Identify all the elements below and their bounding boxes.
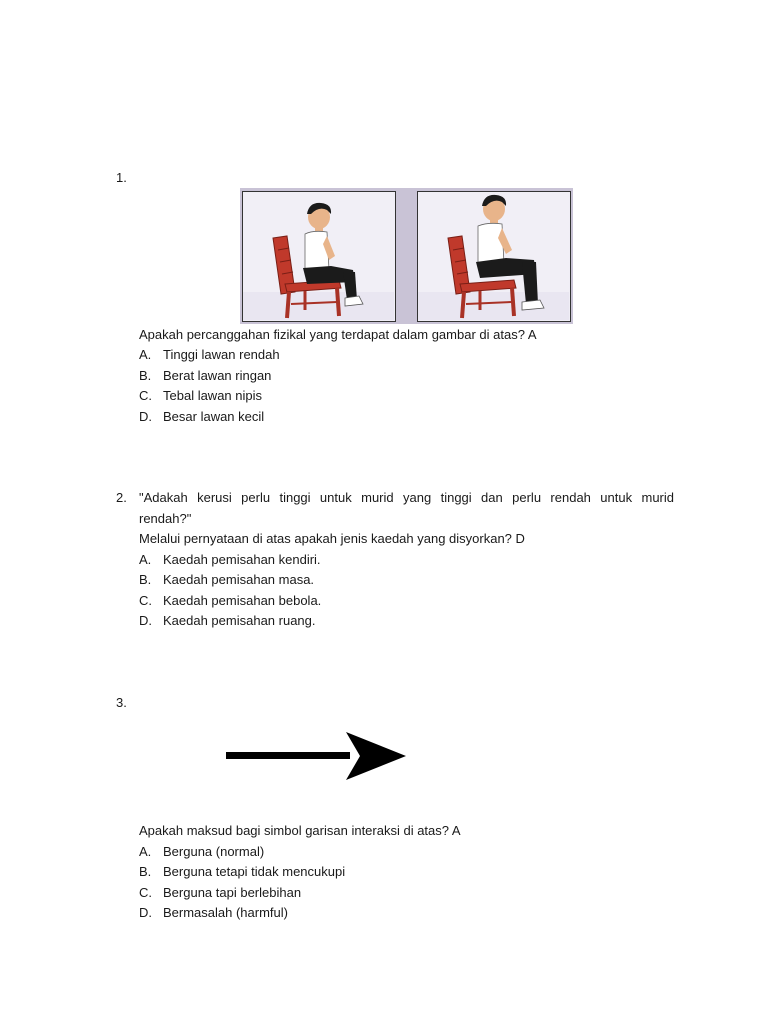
question-1-option-c [139,388,262,403]
question-1-number: 1. [116,170,127,185]
question-1-option-b [139,368,271,383]
option-letter: D. [139,409,152,424]
option-text: Tinggi lawan rendah [163,347,280,362]
question-3-option-c [139,885,301,900]
arrow-right-icon [226,730,408,782]
option-letter: B. [139,864,152,879]
short-child-panel [242,191,396,322]
option-letter: B. [139,572,152,587]
option-letter: D. [139,905,152,920]
question-2-option-d [139,613,316,628]
question-2-option-b [139,572,314,587]
option-letter: A. [139,552,152,567]
option-letter: A. [139,844,152,859]
question-1-option-d [139,409,264,424]
option-text: Bermasalah (harmful) [163,905,288,920]
option-text: Kaedah pemisahan bebola. [163,593,322,608]
option-text: Kaedah pemisahan kendiri. [163,552,321,567]
option-letter: C. [139,885,152,900]
question-2-option-a [139,552,321,567]
question-2-option-c [139,593,321,608]
question-1-prompt: Apakah percanggahan fizikal yang terdapat dalam gambar di atas? A [139,327,537,342]
option-letter: B. [139,368,152,383]
question-3-option-a [139,844,264,859]
question-2-statement-line-2: rendah?" [139,511,192,526]
option-letter: C. [139,593,152,608]
question-2-number: 2. [116,490,127,505]
question-3-option-b [139,864,345,879]
option-text: Berguna tapi berlebihan [163,885,302,900]
option-text: Berguna tetapi tidak mencukupi [163,864,346,879]
option-text: Besar lawan kecil [163,409,265,424]
question-1-option-a [139,347,280,362]
question-2-statement-line-1: "Adakah kerusi perlu tinggi untuk murid yang tinggi dan perlu rendah untuk murid [139,490,674,505]
short-child-on-chair-illustration [243,192,394,320]
question-2-prompt: Melalui pernyataan di atas apakah jenis kaedah yang disyorkan? D [139,531,525,546]
option-letter: A. [139,347,152,362]
option-text: Kaedah pemisahan ruang. [163,613,316,628]
option-text: Berat lawan ringan [163,368,272,383]
question-3-number: 3. [116,695,127,710]
question-3-option-d [139,905,288,920]
tall-child-panel [417,191,571,322]
question-3-prompt: Apakah maksud bagi simbol garisan interaksi di atas? A [139,823,461,838]
option-text: Berguna (normal) [163,844,265,859]
option-letter: C. [139,388,152,403]
option-text: Kaedah pemisahan masa. [163,572,315,587]
tall-child-on-chair-illustration [418,192,569,320]
option-letter: D. [139,613,152,628]
option-text: Tebal lawan nipis [163,388,263,403]
